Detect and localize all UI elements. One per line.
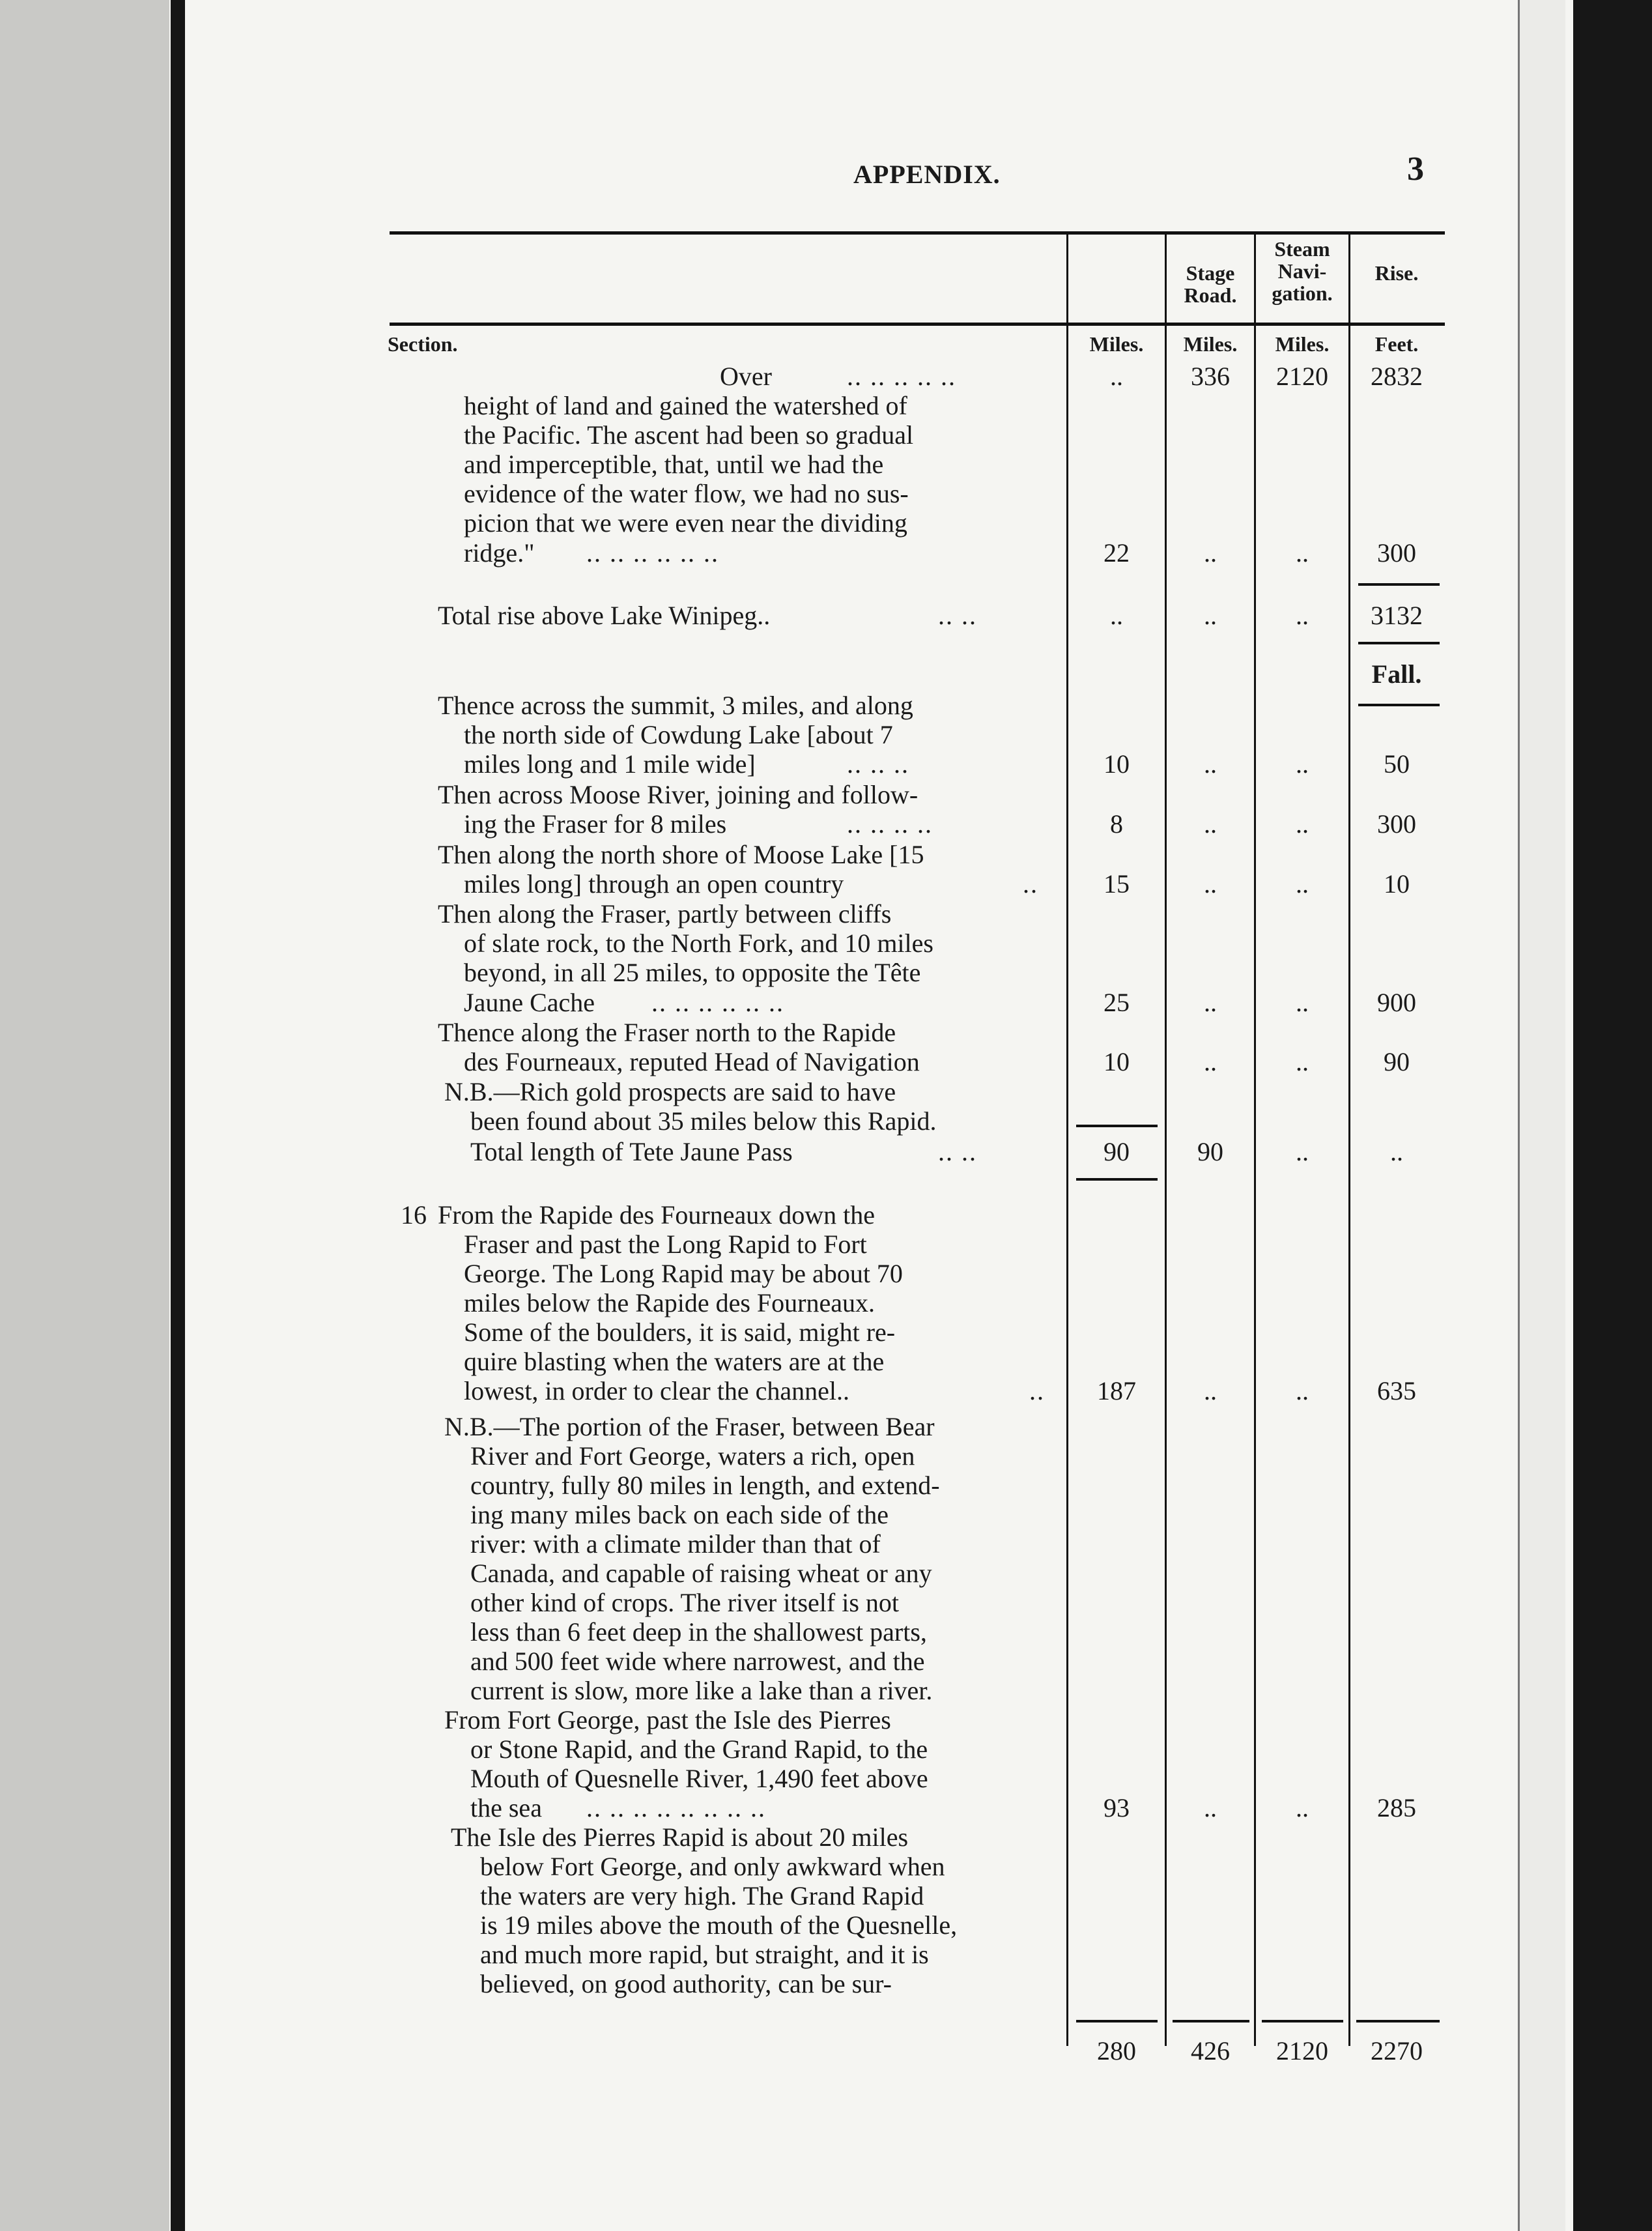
leader-dots: .. .. .. .. .. .. .. .. <box>586 1793 766 1822</box>
note-line: ing many miles back on each side of the <box>470 1500 889 1529</box>
route-line: Then along the Fraser, partly between cliffs <box>438 899 892 928</box>
note-line: the waters are very high. The Grand Rapid <box>480 1881 924 1910</box>
note-line: and 500 feet wide where narrowest, and the <box>470 1647 925 1676</box>
total-stage: 426 <box>1191 2036 1230 2065</box>
entry1-miles: 22 <box>1104 538 1130 568</box>
route-line: ing the Fraser for 8 miles <box>464 809 727 839</box>
total-rule-miles <box>1076 2020 1158 2022</box>
route-line: Then across Moose River, joining and follow- <box>438 780 919 809</box>
route-line: or Stone Rapid, and the Grand Rapid, to the <box>470 1734 928 1764</box>
note-line: and much more rapid, but straight, and it is <box>480 1940 929 1969</box>
entry1-line: picion that we were even near the dividing <box>464 508 907 538</box>
header-rise: Rise. <box>1374 261 1419 285</box>
route-line: Thence along the Fraser north to the Rapide <box>438 1018 896 1047</box>
column-divider-steam <box>1254 235 1256 2046</box>
leader-dots: .. <box>1023 869 1038 899</box>
section16-fall: 635 <box>1377 1376 1416 1405</box>
total-rise-value: 3132 <box>1371 601 1423 630</box>
page-edge <box>1518 0 1565 2231</box>
over-label: Over <box>720 362 772 391</box>
route-stage: .. <box>1204 749 1217 779</box>
total-fall: 2270 <box>1371 2036 1423 2065</box>
table-header-rule <box>390 323 1445 326</box>
leader-dots: .. .. .. <box>847 749 909 779</box>
entry1-steam: .. <box>1296 538 1309 568</box>
route-stage: .. <box>1204 809 1217 839</box>
route-steam: .. <box>1296 1047 1309 1076</box>
route-line: Thence across the summit, 3 miles, and along <box>438 691 913 720</box>
route-fall: 90 <box>1384 1047 1410 1076</box>
route-line: miles long and 1 mile wide] <box>464 749 756 779</box>
route-line: miles long] through an open country <box>464 869 844 899</box>
entry1-rise: 300 <box>1377 538 1416 568</box>
leader-dots: .. .. <box>938 601 977 630</box>
route-steam: .. <box>1296 749 1309 779</box>
rise-rule <box>1358 642 1440 644</box>
section16-line: Fraser and past the Long Rapid to Fort <box>464 1230 867 1259</box>
rise-sum-rule <box>1358 583 1440 586</box>
over-miles: .. <box>1110 362 1123 391</box>
total-rise-stage: .. <box>1204 601 1217 630</box>
leader-dots: .. .. .. .. .. .. <box>586 538 719 568</box>
note-line: Canada, and capable of raising wheat or any <box>470 1559 932 1588</box>
miles-total-rule <box>1076 1178 1158 1181</box>
section16-line: Some of the boulders, it is said, might re- <box>464 1317 896 1347</box>
route-fall: 900 <box>1377 988 1416 1017</box>
section16-line: quire blasting when the waters are at the <box>464 1347 885 1376</box>
section16-stage: .. <box>1204 1376 1217 1405</box>
route-miles: 15 <box>1104 869 1130 899</box>
route-line: the sea <box>470 1793 542 1822</box>
note-line: River and Fort George, waters a rich, open <box>470 1441 915 1471</box>
note-line: N.B.—The portion of the Fraser, between Bear <box>444 1412 935 1441</box>
route-miles: 10 <box>1104 749 1130 779</box>
column-divider-rise <box>1348 235 1350 2046</box>
route-stage: .. <box>1204 1047 1217 1076</box>
table-top-rule <box>390 231 1445 235</box>
leader-dots: .. <box>1029 1376 1045 1405</box>
route-line: of slate rock, to the North Fork, and 10 miles <box>464 928 933 958</box>
total-steam: 2120 <box>1276 2036 1328 2065</box>
section16-line: miles below the Rapide des Fourneaux. <box>464 1288 875 1317</box>
page-number: 3 <box>1407 151 1424 188</box>
entry1-line: height of land and gained the watershed of <box>464 391 907 420</box>
unit-feet: Feet. <box>1374 332 1419 356</box>
route-line: Then along the north shore of Moose Lake [15 <box>438 840 924 869</box>
note-line: The Isle des Pierres Rapid is about 20 miles <box>451 1822 909 1852</box>
section16-line: George. The Long Rapid may be about 70 <box>464 1259 903 1288</box>
scan-binding-area <box>0 0 169 2231</box>
total-miles: 280 <box>1097 2036 1136 2065</box>
route-steam: .. <box>1296 988 1309 1017</box>
over-rise: 2832 <box>1371 362 1423 391</box>
route-miles: 10 <box>1104 1047 1130 1076</box>
section-column-label: Section. <box>388 332 458 356</box>
section16-line: lowest, in order to clear the channel.. <box>464 1376 849 1405</box>
section16-miles: 187 <box>1097 1376 1136 1405</box>
unit-miles: Miles. <box>1089 332 1144 356</box>
route-line: des Fourneaux, reputed Head of Navigation <box>464 1047 920 1076</box>
route-line: beyond, in all 25 miles, to opposite the Tête <box>464 958 921 987</box>
total-rise-miles: .. <box>1110 601 1123 630</box>
note-line: been found about 35 miles below this Rapid. <box>470 1106 937 1136</box>
total-length-fall: .. <box>1390 1137 1403 1166</box>
route-miles: 93 <box>1104 1793 1130 1822</box>
leader-dots: .. .. .. .. <box>847 809 933 839</box>
entry1-line: the Pacific. The ascent had been so gradual <box>464 420 914 450</box>
leader-dots: .. .. <box>938 1137 977 1166</box>
route-steam: .. <box>1296 1793 1309 1822</box>
total-length-steam: .. <box>1296 1137 1309 1166</box>
route-stage: .. <box>1204 869 1217 899</box>
book-spine-shadow <box>171 0 185 2231</box>
route-miles: 8 <box>1110 809 1123 839</box>
fall-rule <box>1358 704 1440 706</box>
note-line: less than 6 feet deep in the shallowest parts, <box>470 1617 927 1647</box>
route-fall: 50 <box>1384 749 1410 779</box>
total-rule-steam <box>1262 2020 1343 2022</box>
total-length-label: Total length of Tete Jaune Pass <box>470 1137 793 1166</box>
entry1-stage: .. <box>1204 538 1217 568</box>
route-miles: 25 <box>1104 988 1130 1017</box>
unit-steam-miles: Miles. <box>1275 332 1330 356</box>
section-number: 16 <box>401 1200 427 1230</box>
leader-dots: .. .. .. .. .. <box>847 362 956 391</box>
route-fall: 300 <box>1377 809 1416 839</box>
header-steam-navigation: Steam Navi-gation. <box>1272 237 1333 305</box>
leader-dots: .. .. .. .. .. .. <box>651 988 784 1017</box>
route-line: Mouth of Quesnelle River, 1,490 feet above <box>470 1764 928 1793</box>
total-length-miles: 90 <box>1104 1137 1130 1166</box>
total-rise-label: Total rise above Lake Winipeg.. <box>438 601 771 630</box>
note-line: country, fully 80 miles in length, and extend- <box>470 1471 940 1500</box>
column-divider-miles <box>1066 235 1068 2046</box>
route-line: Jaune Cache <box>464 988 595 1017</box>
entry1-line: ridge." <box>464 538 535 568</box>
running-header: APPENDIX. <box>853 160 1001 189</box>
section16-line: From the Rapide des Fourneaux down the <box>438 1200 875 1230</box>
route-steam: .. <box>1296 869 1309 899</box>
entry1-line: and imperceptible, that, until we had the <box>464 450 884 479</box>
total-rise-steam: .. <box>1296 601 1309 630</box>
route-line: the north side of Cowdung Lake [about 7 <box>464 720 893 749</box>
note-line: below Fort George, and only awkward when <box>480 1852 945 1881</box>
over-steam: 2120 <box>1276 362 1328 391</box>
note-line: current is slow, more like a lake than a river. <box>470 1676 933 1705</box>
section16-steam: .. <box>1296 1376 1309 1405</box>
total-rule-stage <box>1173 2020 1249 2022</box>
total-length-stage: 90 <box>1197 1137 1223 1166</box>
column-divider-stage <box>1165 235 1167 2046</box>
unit-stage-miles: Miles. <box>1183 332 1238 356</box>
miles-sum-rule <box>1076 1125 1158 1127</box>
scan-right-edge <box>1573 0 1652 2231</box>
header-stage-road: Stage Road. <box>1184 261 1237 307</box>
route-line: From Fort George, past the Isle des Pierres <box>444 1705 891 1734</box>
route-stage: .. <box>1204 988 1217 1017</box>
route-stage: .. <box>1204 1793 1217 1822</box>
route-fall: 10 <box>1384 869 1410 899</box>
note-line: other kind of crops. The river itself is not <box>470 1588 900 1617</box>
note-line: is 19 miles above the mouth of the Quesnelle, <box>480 1910 958 1940</box>
route-steam: .. <box>1296 809 1309 839</box>
total-rule-fall <box>1356 2020 1440 2022</box>
note-line: believed, on good authority, can be sur- <box>480 1969 892 1998</box>
fall-column-label: Fall. <box>1371 659 1422 689</box>
note-line: N.B.—Rich gold prospects are said to have <box>444 1077 896 1106</box>
route-fall: 285 <box>1377 1793 1416 1822</box>
over-stage: 336 <box>1191 362 1230 391</box>
entry1-line: evidence of the water flow, we had no sus- <box>464 479 909 508</box>
note-line: river: with a climate milder than that of <box>470 1529 881 1559</box>
